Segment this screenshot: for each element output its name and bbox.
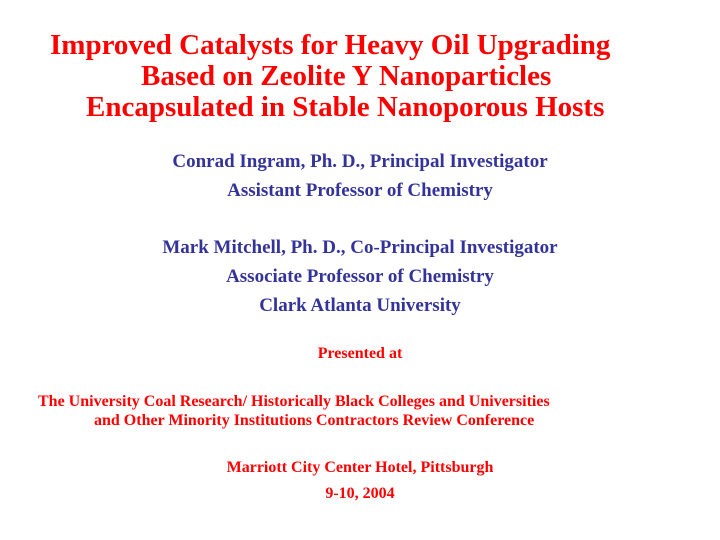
conference-line-1: The University Coal Research/ Historically Black Colleges and Universities bbox=[38, 393, 550, 410]
presented-at-label: Presented at bbox=[317, 345, 403, 362]
co-principal-investigator: Mark Mitchell, Ph. D., Co-Principal Investigator bbox=[162, 237, 558, 258]
title-line-3: Encapsulated in Stable Nanoporous Hosts bbox=[86, 91, 605, 123]
dates: 9-10, 2004 bbox=[325, 485, 395, 502]
principal-investigator: Conrad Ingram, Ph. D., Principal Investigator bbox=[172, 151, 548, 172]
title-line-2: Based on Zeolite Y Nanoparticles bbox=[141, 60, 552, 92]
title-line-1: Improved Catalysts for Heavy Oil Upgrading bbox=[50, 29, 611, 61]
venue: Marriott City Center Hotel, Pittsburgh bbox=[226, 459, 494, 476]
conference-line-2: and Other Minority Institutions Contractors Review Conference bbox=[94, 412, 535, 429]
institution: Clark Atlanta University bbox=[259, 295, 461, 316]
co-principal-investigator-position: Associate Professor of Chemistry bbox=[226, 266, 494, 287]
principal-investigator-position: Assistant Professor of Chemistry bbox=[227, 180, 493, 201]
